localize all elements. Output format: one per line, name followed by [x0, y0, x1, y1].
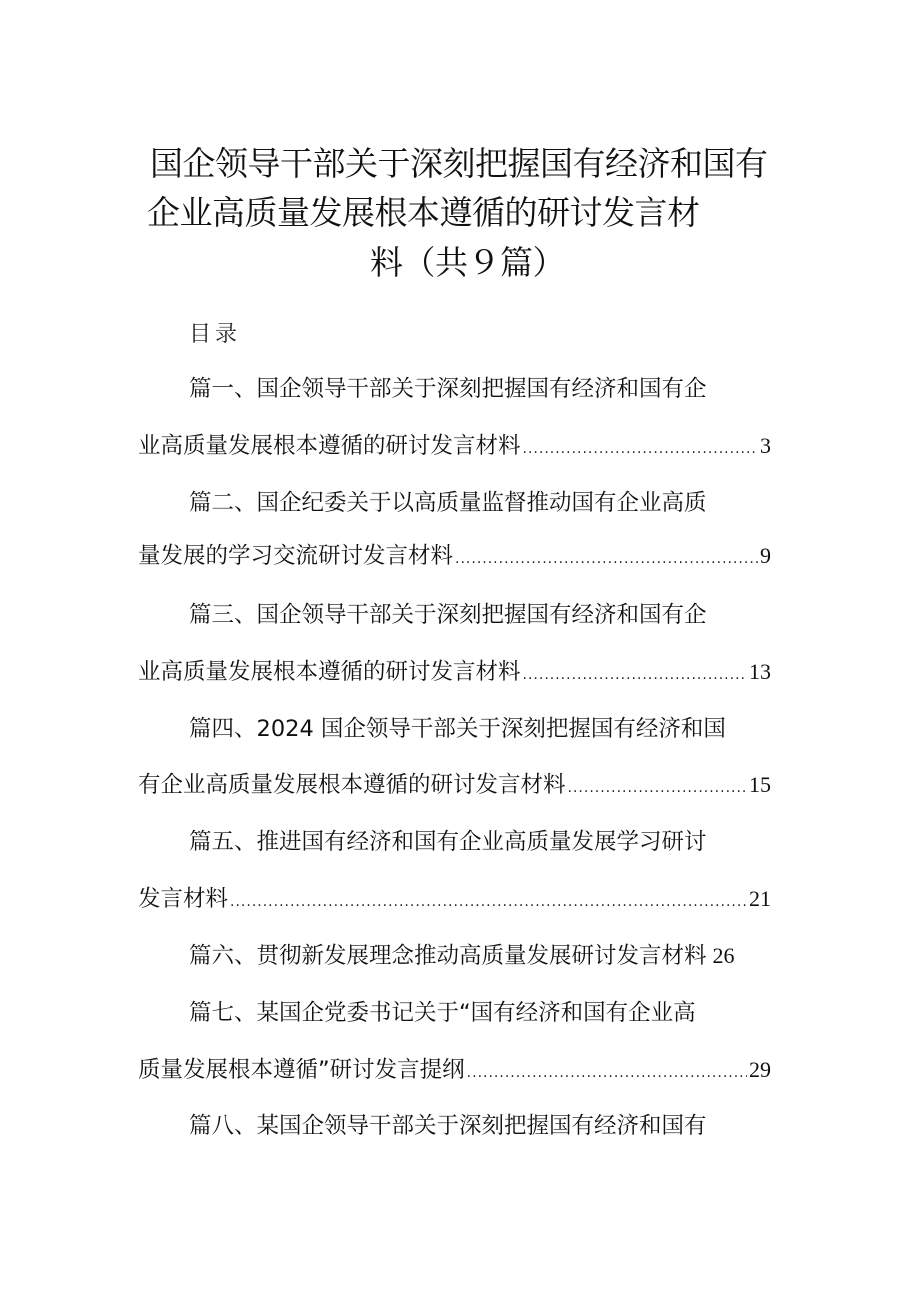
toc-entry-3-line-2[interactable]	[138, 656, 771, 691]
toc-entry-8-line-1[interactable]: 篇八、某国企领导干部关于深刻把握国有经济和国有	[189, 1113, 707, 1139]
toc-entry-3-text: 业高质量发展根本遵循的研讨发言材料	[138, 659, 521, 685]
toc-entry-1-leader	[523, 433, 758, 465]
toc-entry-1-page-number: 3	[760, 433, 771, 458]
toc-entry-5-page-number: 21	[749, 886, 771, 911]
toc-entry-4-page-number: 15	[749, 772, 771, 797]
toc-entry-7-page-number: 29	[749, 1057, 771, 1082]
toc-entry-2-text: 量发展的学习交流研讨发言材料	[138, 543, 454, 569]
toc-entry-7-line-1[interactable]: 篇七、某国企党委书记关于“国有经济和国有企业高	[189, 1000, 696, 1026]
toc-entry-2-line-1[interactable]: 篇二、国企纪委关于以高质量监督推动国有企业高质	[189, 490, 707, 516]
toc-entry-4-line-2[interactable]	[138, 769, 771, 804]
toc-entry-5-text: 发言材料	[138, 886, 229, 912]
document-title-line-3: 料（共９篇）	[370, 243, 565, 282]
toc-entry-7-leader	[467, 1057, 747, 1089]
toc-entry-1-line-2[interactable]	[138, 430, 771, 465]
toc-entry-5-line-2[interactable]	[138, 883, 771, 918]
toc-entry-1-line-1[interactable]: 篇一、国企领导干部关于深刻把握国有经济和国有企	[189, 376, 707, 402]
toc-entry-2-leader	[455, 543, 758, 575]
document-title-line-1: 国企领导干部关于深刻把握国有经济和国有	[150, 144, 768, 183]
toc-entry-3-line-1[interactable]: 篇三、国企领导干部关于深刻把握国有经济和国有企	[189, 602, 707, 628]
document-title-line-2: 企业高质量发展根本遵循的研讨发言材	[147, 193, 700, 232]
toc-entry-6-text: 篇六、贯彻新发展理念推动高质量发展研讨发言材料	[189, 943, 707, 969]
toc-entry-4-text: 有企业高质量发展根本遵循的研讨发言材料	[138, 772, 566, 798]
toc-entry-3-leader	[523, 659, 747, 691]
toc-entry-7-text: 质量发展根本遵循”研讨发言提纲	[138, 1057, 465, 1083]
toc-entry-1-text: 业高质量发展根本遵循的研讨发言材料	[138, 433, 521, 459]
toc-entry-6-page-number: 26	[712, 943, 735, 968]
toc-entry-6[interactable]	[189, 940, 735, 972]
toc-entry-7-line-2[interactable]	[138, 1054, 771, 1089]
toc-entry-4-leader	[568, 772, 747, 804]
toc-entry-3-page-number: 13	[749, 659, 771, 684]
toc-entry-4-line-1[interactable]: 篇四、2024 国企领导干部关于深刻把握国有经济和国	[189, 716, 726, 742]
toc-entry-2-page-number: 9	[760, 543, 771, 568]
toc-entry-5-line-1[interactable]: 篇五、推进国有经济和国有企业高质量发展学习研讨	[189, 829, 707, 855]
toc-entry-5-leader	[230, 886, 747, 918]
toc-entry-2-line-2[interactable]	[138, 540, 771, 575]
toc-heading: 目录	[189, 322, 242, 347]
